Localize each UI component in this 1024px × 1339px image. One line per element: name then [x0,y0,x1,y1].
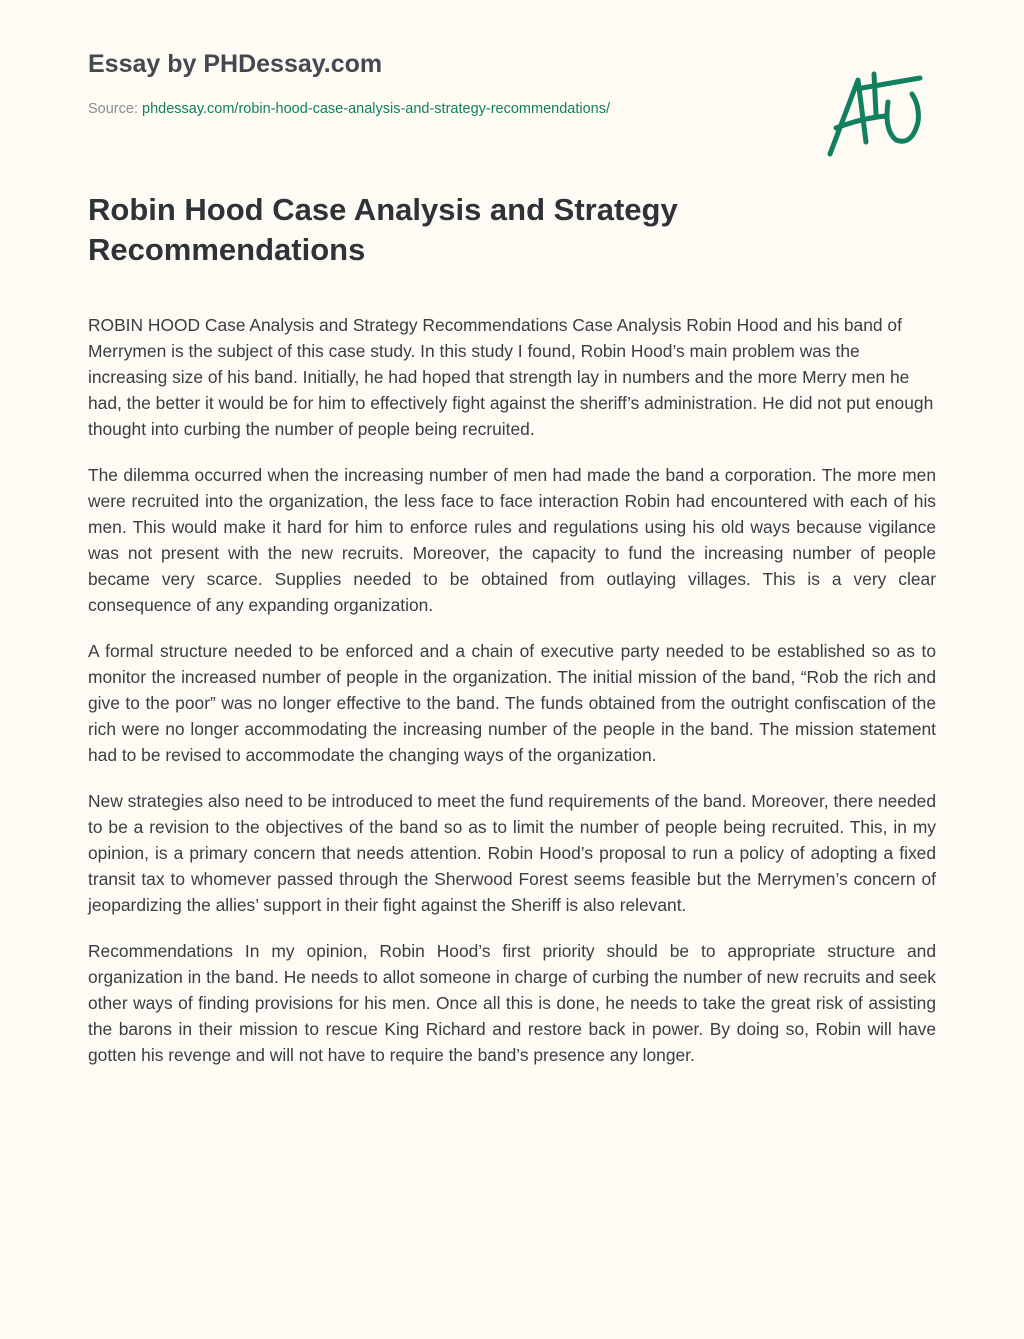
paragraph: New strategies also need to be introduced to meet the fund requirements of the band. Moreover, there needed to be a revision to the objectives of the band so as to limit the number of people being recruited. This, in my opinion, is a primary concern that needs attention. Robin Hood’s proposal to run a policy of adopting a fixed transit tax to whomever passed through the Sherwood Forest seems feasible but the Merrymen’s concern of jeopardizing the allies’ support in their fight against the Sheriff is also relevant. [88,791,936,915]
paragraph: Recommendations In my opinion, Robin Hood’s first priority should be to appropriate structure and organization in the band. He needs to allot someone in charge of curbing the number of new recruits and seek other ways of finding provisions for his men. Once all this is done, he needs to take the great risk of assisting the barons in their mission to rescue King Richard and restore back in power. By doing so, Robin will have gotten his revenge and will not have to require the band’s presence any longer. [88,941,936,1065]
paragraph: A formal structure needed to be enforced and a chain of executive party needed to be established so as to monitor the increased number of people in the organization. The initial mission of the band, “Rob the rich and give to the poor” was no longer effective to the band. The funds obtained from the outright confiscation of the rich were no longer accommodating the increasing number of the people in the band. The mission statement had to be revised to accommodate the changing ways of the organization. [88,641,936,765]
paragraph: The dilemma occurred when the increasing number of men had made the band a corporation. The more men were recruited into the organization, the less face to face interaction Robin had encountered with each of his men. This would make it hard for him to enforce rules and regulations using his old ways because vigilance was not present with the new recruits. Moreover, the capacity to fund the increasing number of people became very scarce. Supplies needed to be obtained from outlaying villages. This is a very clear consequence of any expanding organization. [88,465,936,615]
source-line [88,101,610,117]
site-brand: Essay by PHDessay.com [88,50,383,78]
a-plus-logo-icon [822,66,928,160]
paragraph: ROBIN HOOD Case Analysis and Strategy Recommendations Case Analysis Robin Hood and his band of Merrymen is the subject of this case study. In this study I found, Robin Hood’s main problem was the increasing size of his band. Initially, he had hoped that strength lay in numbers and the more Merry men he had, the better it would be for him to effectively fight against the sheriff’s administration. He did not put enough thought into curbing the number of people being recruited. [88,315,934,439]
source-link[interactable]: phdessay.com/robin-hood-case-analysis-and-strategy-recommendations/ [142,101,610,117]
source-label: Source: [88,101,138,117]
page-title: Robin Hood Case Analysis and Strategy Recommendations [88,192,678,267]
essay-body [88,312,936,1088]
